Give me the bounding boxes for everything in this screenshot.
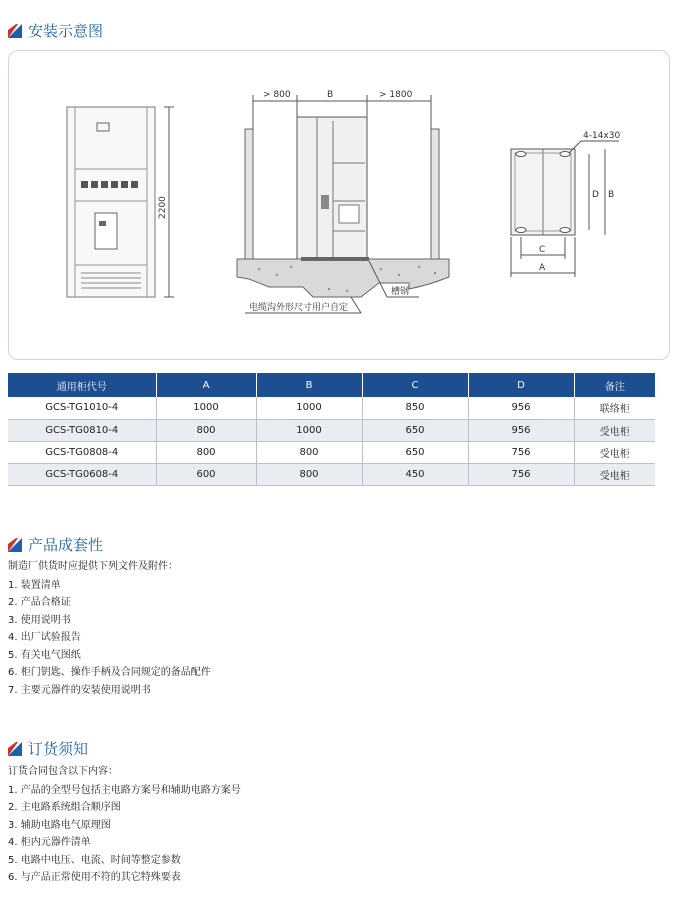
table-header-row [8, 373, 655, 397]
cell: 800 [256, 441, 362, 463]
cell: 956 [468, 419, 574, 441]
section-title-install [8, 20, 103, 41]
order-intro: 订货合同包含以下内容： [8, 766, 118, 777]
list-item: 4. 柜内元器件清单 [8, 837, 91, 848]
section-mark-icon [8, 742, 22, 756]
table-row [8, 397, 655, 419]
cell: 850 [362, 397, 468, 419]
cell: 800 [256, 463, 362, 485]
package-list [8, 558, 211, 699]
cell: 756 [468, 463, 574, 485]
list-item: 3. 使用说明书 [8, 614, 71, 626]
col-header: A [156, 373, 256, 397]
steel-note: 槽钢 [391, 287, 410, 297]
cell: 1000 [256, 397, 362, 419]
cell: 800 [156, 419, 256, 441]
list-item: 5. 电路中电压、电流、时间等整定参数 [8, 854, 181, 866]
cabinet-side-view [237, 90, 449, 313]
col-header: B [256, 373, 362, 397]
cell: 受电柜 [574, 441, 655, 463]
cell: 956 [468, 397, 574, 419]
section-title-text: 安装示意图 [28, 22, 104, 40]
dim-b2-label: B [608, 190, 615, 200]
col-header: 通用柜代号 [8, 373, 156, 397]
list-item: 2. 产品合格证 [8, 597, 71, 608]
list-item: 1. 产品的全型号包括主电路方案号和辅助电路方案号 [8, 784, 241, 796]
spec-table [8, 373, 655, 486]
table-row [8, 441, 655, 463]
section-title-text: 订货须知 [28, 740, 89, 758]
list-item: 6. 柜门钥匙、操作手柄及合同规定的备品配件 [8, 667, 211, 678]
section-title-order [8, 738, 88, 759]
list-item: 5. 有关电气图纸 [8, 649, 81, 661]
section-title-package [8, 534, 103, 555]
cell: GCS-TG0808-4 [8, 441, 156, 463]
cell: 800 [156, 441, 256, 463]
installation-drawing [9, 51, 671, 361]
cable-note: 电缆沟外形尺寸用户自定 [249, 303, 349, 313]
dim-c-label: C [539, 245, 546, 255]
cell: 受电柜 [574, 463, 655, 485]
cabinet-top-view [511, 131, 620, 277]
list-item: 7. 主要元器件的安装使用说明书 [8, 684, 151, 696]
cabinet-front-view [67, 107, 174, 297]
list-item: 1. 装置清单 [8, 579, 61, 591]
dim-right-label: > 1800 [379, 90, 413, 100]
cell: 1000 [256, 419, 362, 441]
table-row [8, 419, 655, 441]
list-item: 2. 主电路系统组合顺序图 [8, 802, 121, 813]
list-item: 3. 辅助电路电气原理图 [8, 819, 111, 831]
cell: GCS-TG1010-4 [8, 397, 156, 419]
cell: 600 [156, 463, 256, 485]
cell: GCS-TG0810-4 [8, 419, 156, 441]
cell: 450 [362, 463, 468, 485]
holes-note: 4-14x30 [583, 131, 621, 141]
installation-diagram [8, 50, 670, 360]
height-label: 2200 [158, 196, 168, 219]
col-header: C [362, 373, 468, 397]
section-title-text: 产品成套性 [28, 536, 104, 554]
col-header: D [468, 373, 574, 397]
cell: 756 [468, 441, 574, 463]
section-mark-icon [8, 24, 22, 38]
section-mark-icon [8, 538, 22, 552]
package-intro: 制造厂供货时应提供下列文件及附件： [8, 561, 178, 572]
dim-d-label: D [592, 190, 599, 200]
list-item: 6. 与产品正常使用不符的其它特殊要表 [8, 872, 181, 883]
cell: 1000 [156, 397, 256, 419]
table-row [8, 463, 655, 485]
col-header: 备注 [574, 373, 655, 397]
cell: 650 [362, 419, 468, 441]
dim-left-label: > 800 [263, 90, 291, 100]
order-list [8, 763, 241, 887]
list-item: 4. 出厂试验报告 [8, 632, 81, 643]
cell: 联络柜 [574, 397, 655, 419]
dim-b-label: B [327, 90, 334, 100]
cell: 受电柜 [574, 419, 655, 441]
dim-a-label: A [539, 263, 546, 273]
cell: 650 [362, 441, 468, 463]
cell: GCS-TG0608-4 [8, 463, 156, 485]
